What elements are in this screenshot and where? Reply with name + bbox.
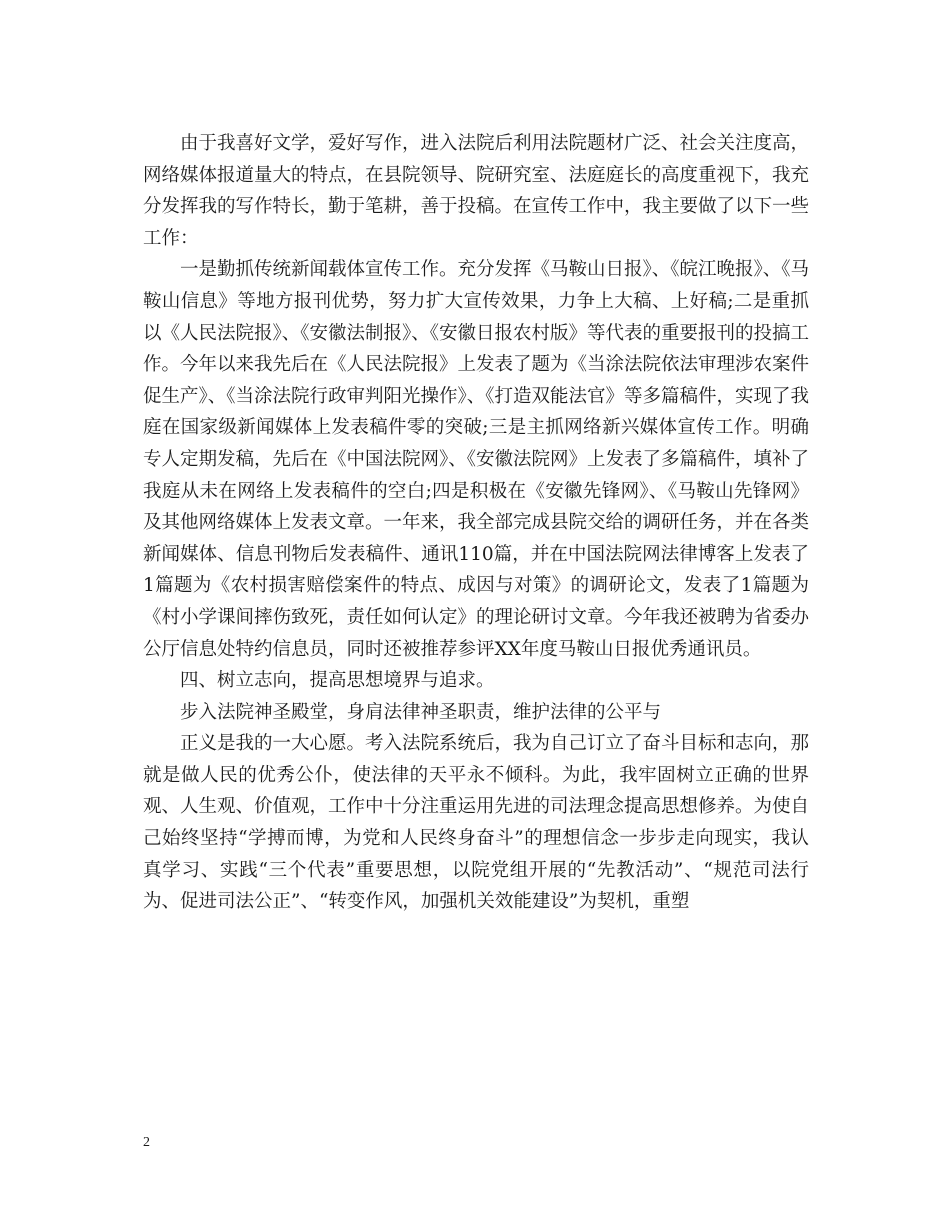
page-number: 2: [143, 1135, 150, 1150]
paragraph-aspiration-start: 步入法院神圣殿堂，身肩法律神圣职责，维护法律的公平与: [180, 701, 662, 723]
body-text: [143, 128, 809, 918]
paragraph-aspiration-continued: 正义是我的一大心愿。考入法院系统后，我为自己订立了奋斗目标和志向，那就是做人民的优秀公仆，使法律的天平永不倾科。为此，我牢固树立正确的世界观、人生观、价值观，工作中十分注重运用先进的司法理念提高思想修养。为使自己始终坚持“学搏而博，为党和人民终身奋斗”的理想信念一步步走向现实，我认真学习、实践“三个代表”重要思想，以院党组开展的“先教活动”、“规范司法行为、促进司法公正”、“转变作风，加强机关效能建设”为契机，重塑: [143, 733, 810, 913]
section-heading-four: 四、树立志向，提高思想境界与追求。: [180, 670, 495, 692]
paragraph-intro: 由于我喜好文学，爱好写作，进入法院后利用法院题材广泛、社会关注度高，网络媒体报道量大的特点，在县院领导、院研究室、法庭庭长的高度重视下，我充分发挥我的写作特长，勤于笔耕，善于投稿。在宣传工作中，我主要做了以下一些工作：: [143, 133, 810, 249]
paragraph-publicity-work: 一是勤抓传统新闻载体宣传工作。充分发挥《马鞍山日报》、《皖江晚报》、《马鞍山信息》等地方报刊优势，努力扩大宣传效果，力争上大稿、上好稿;二是重抓以《人民法院报》、《安徽法制报》、《安徽日报农村版》等代表的重要报刊的投搞工作。今年以来我先后在《人民法院报》上发表了题为《当涂法院依法审理涉农案件促生产》、《当涂法院行政审判阳光操作》、《打造双能法官》等多篇稿件，实现了我庭在国家级新闻媒体上发表稿件零的突破;三是主抓网络新兴媒体宣传工作。明确专人定期发稿，先后在《中国法院网》、《安徽法院网》上发表了多篇稿件，填补了我庭从未在网络上发表稿件的空白;四是积极在《安徽先锋网》、《马鞍山先锋网》及其他网络媒体上发表文章。一年来，我全部完成县院交给的调研任务，并在各类新闻媒体、信息刊物后发表稿件、通讯110篇，并在中国法院网法律博客上发表了1篇题为《农村损害赔偿案件的特点、成因与对策》的调研论文，发表了1篇题为《村小学课间摔伤致死，责任如何认定》的理论研讨文章。今年我还被聘为省委办公厅信息处特约信息员，同时还被推荐参评XX年度马鞍山日报优秀通讯员。: [143, 259, 810, 660]
